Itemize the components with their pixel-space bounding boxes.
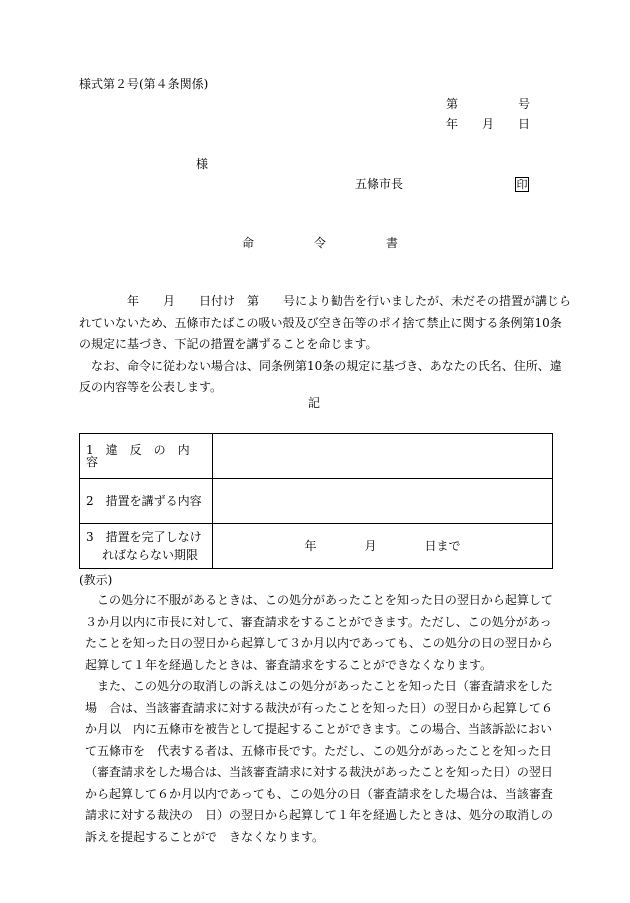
recipient-honorific: 様 [196, 157, 209, 171]
form-number: 様式第２号(第４条関係) [79, 77, 209, 91]
seal-mark [515, 177, 529, 192]
notice-line: から起算して６か月以内であっても、この処分の日（審査請求をした場合は、当該審査 [85, 786, 553, 801]
notice-line: て五條市を 代表する者は、五條市長です。ただし、この処分があったことを知った日 [85, 743, 552, 758]
violation-value [213, 434, 553, 479]
document-number: 第 号 [446, 97, 531, 111]
deadline-value [213, 524, 553, 569]
notice-line: 請求に対する裁決の 日）の翌日から起算して１年を経過したときは、処分の取消しの [85, 808, 554, 822]
body-line: 反の内容等を公表します。 [79, 380, 223, 394]
measures-label: 2 措置を講ずる内容 [80, 479, 213, 524]
body-line: の規定に基づき、下記の措置を講ずることを命じます。 [79, 337, 378, 351]
notice-heading: (教示) [79, 573, 113, 587]
notice-line: （審査請求をした場合は、当該審査請求に対する裁決があったことを知った日）の翌日 [85, 765, 553, 779]
notice-line: 場 合は、当該審査請求に対する裁決が有ったことを知った日）の翌日から起算して６ [85, 700, 554, 715]
deadline-label-line2: ればならない期限 [102, 548, 199, 562]
table-row [80, 524, 553, 569]
notice-line: ３か月以内に市長に対して、審査請求をすることができます。ただし、この処分があっ [85, 614, 552, 629]
ki-label: 記 [308, 396, 321, 410]
deadline-label-line1: 3 措置を完了しなけ [86, 530, 202, 544]
notice-line: この処分に不服があるときは、この処分があったことを知った日の翌日から起算して [85, 593, 553, 607]
body-line: 年 月 日付け 第 号により勧告を行いましたが、未だその措置が講じら [103, 294, 572, 308]
body-line: れていないため、五條市たばこの吸い殻及び空き缶等のポイ捨て禁止に関する条例第10条 [79, 315, 562, 330]
notice-line: 訴えを提起することがで きなくなります。 [85, 829, 325, 844]
notice-line: また、この処分の取消しの訴えはこの処分があったことを知った日（審査請求をした [85, 679, 553, 693]
table-row [80, 479, 553, 524]
deadline-label [80, 524, 213, 569]
violation-label: 1 違 反 の 内 容 [80, 434, 213, 479]
body-text [79, 291, 572, 399]
deadline-date: 年 月 日まで [304, 539, 461, 553]
notice-text [79, 590, 557, 848]
issue-date: 年 月 日 [446, 117, 531, 131]
issuer-name: 五條市長 [355, 177, 404, 191]
seal-text: 印 [516, 178, 528, 191]
document-title: 命 令 書 [242, 236, 399, 250]
body-line: なお、命令に従わない場合は、同条例第10条の規定に基づき、あなたの氏名、住所、違 [79, 358, 562, 373]
notice-line: たことを知った日の翌日から起算して３か月以内であっても、この処分の日の翌日から [85, 636, 553, 650]
notice-line: 起算して１年を経過したときは、審査請求をすることができなくなります。 [85, 657, 493, 672]
notice-line: か月以 内に五條市を被告として提起することができます。この場合、当該訴訟におい [85, 722, 553, 736]
measures-table [79, 433, 553, 569]
table-row [80, 434, 553, 479]
measures-value [213, 479, 553, 524]
